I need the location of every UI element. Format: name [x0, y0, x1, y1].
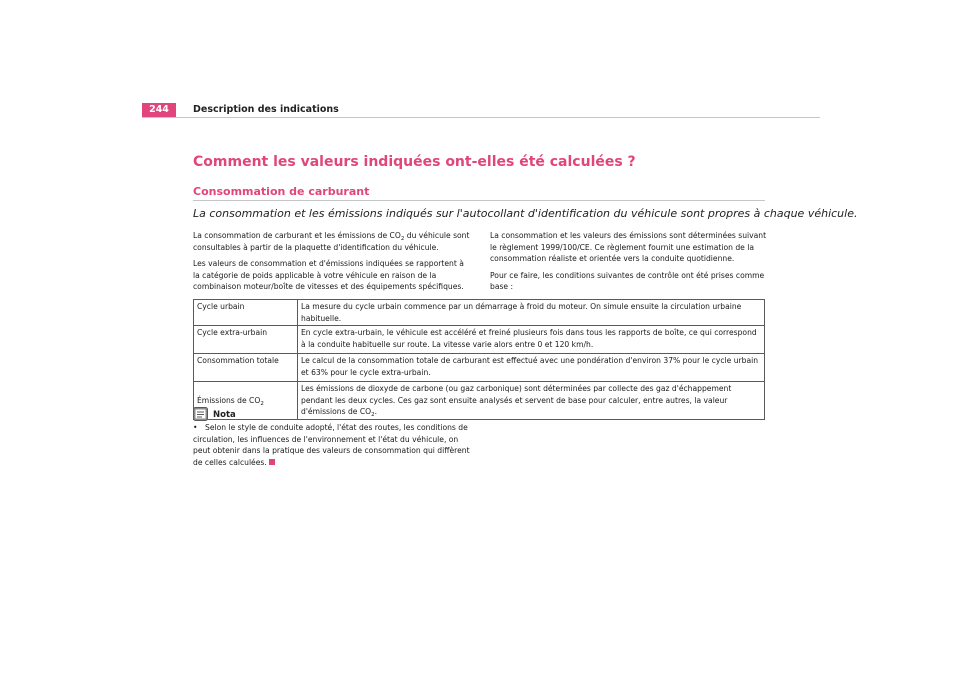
table-row [194, 300, 765, 326]
header-divider [142, 117, 820, 118]
paragraph: Les valeurs de consommation et d'émissions indiquées se rapportent à la catégorie de poids applicable à votre véhicule en raison de la combinaison moteur/boîte de vitesses et des équipements spécifiques. [193, 259, 464, 291]
row-description: Les émissions de dioxyde de carbone (ou gaz carbonique) sont déterminées par collecte des gaz d'échappement pendant les deux cycles. Ces gaz sont ensuite analysés et servent de base pour calculer, entre autres, la valeur d'émissions de $CO_2$. [298, 382, 765, 420]
note-title: Nota [213, 410, 236, 420]
header-title: Description des indications [193, 104, 339, 115]
section-subtitle: La consommation et les émissions indiqués sur l'autocollant d'identification du véhicule sont propres à chaque véhicule. [193, 207, 858, 220]
right-column [490, 230, 770, 298]
left-column [193, 230, 473, 298]
table-row [194, 382, 765, 420]
row-label: Cycle urbain [194, 300, 298, 326]
bullet: • [193, 423, 198, 432]
row-label: Consommation totale [194, 354, 298, 382]
paragraph: La consommation de carburant et les émissions de $CO_2$ du véhicule sont consultables à partir de la plaquette d'identification du véhicule. [193, 231, 470, 252]
row-description: Le calcul de la consommation totale de carburant est effectué avec une pondération d'environ 37% pour le cycle urbain et 63% pour le cycle extra-urbain. [298, 354, 765, 382]
note-icon [193, 406, 208, 420]
page-title: Comment les valeurs indiquées ont-elles été calculées ? [193, 154, 636, 170]
note-text: Selon le style de conduite adopté, l'état des routes, les conditions de circulation, les influences de l'environnement et l'état du véhicule, on peut obtenir dans la pratique des valeurs de consommation qui diffèrent de celles calculées. [193, 423, 470, 467]
paragraph: Pour ce faire, les conditions suivantes de contrôle ont été prises comme base : [490, 270, 765, 291]
end-of-section-mark [269, 459, 275, 465]
row-label: Cycle extra-urbain [194, 326, 298, 354]
row-description: La mesure du cycle urbain commence par un démarrage à froid du moteur. On simule ensuite la circulation urbaine habituelle. [298, 300, 765, 326]
section-title: Consommation de carburant [193, 185, 370, 198]
section-divider [193, 200, 765, 201]
test-conditions-table [193, 299, 765, 420]
note-body [193, 422, 473, 468]
page-number: 244 [142, 103, 176, 117]
paragraph: La consommation et les valeurs des émissions sont déterminées suivant le règlement 1999/100/CE. Ce règlement fournit une estimation de la consommation réaliste et orientée vers la conduite quotidienne. [490, 231, 767, 263]
table-row [194, 354, 765, 382]
row-description: En cycle extra-urbain, le véhicule est accéléré et freiné plusieurs fois dans tous les rapports de boîte, ce qui correspond à la conduite habituelle sur route. La vitesse varie alors entre 0 et 120 km/h. [298, 326, 765, 354]
row-label: Émissions de $CO_2$ [194, 382, 298, 420]
table-row [194, 326, 765, 354]
